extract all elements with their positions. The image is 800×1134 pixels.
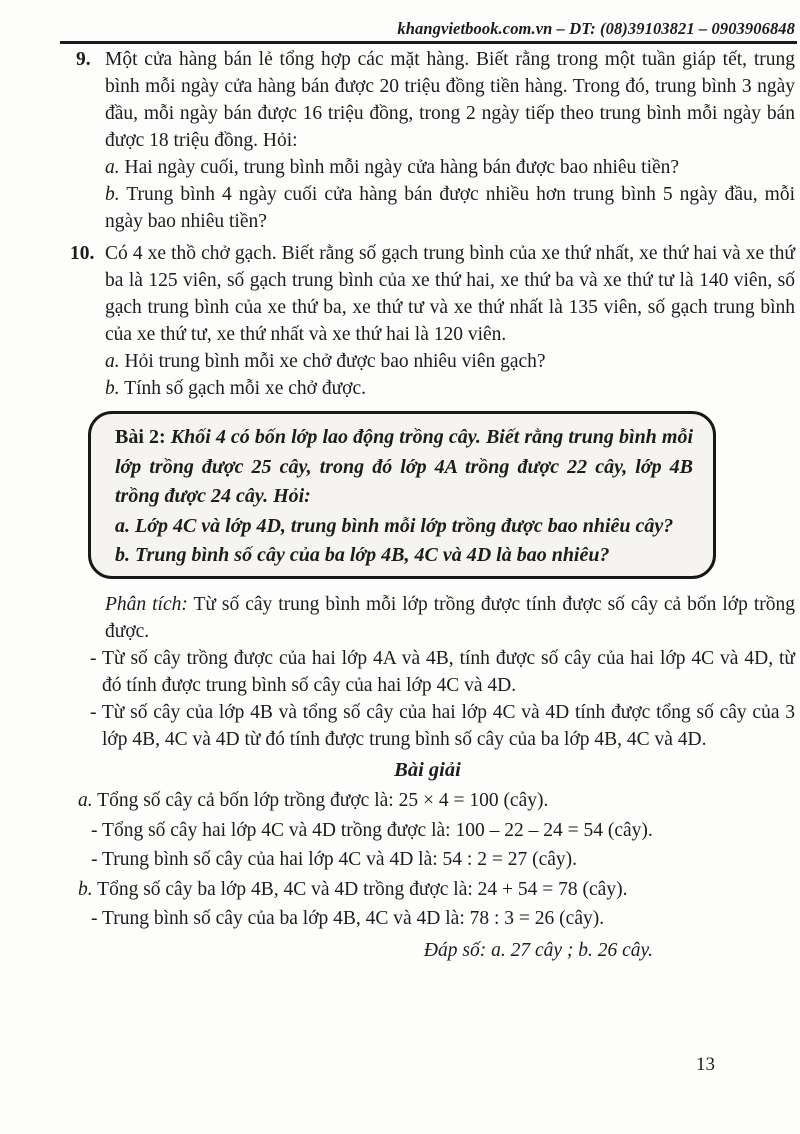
- example-item-b: b. Trung bình số cây của ba lớp 4B, 4C và 4D là bao nhiêu?: [115, 544, 610, 566]
- solution-heading: Bài giải: [394, 758, 461, 781]
- analysis-point-1: - Từ số cây trồng được của hai lớp 4A và 4B, tính được số cây của hai lớp 4C và 4D, từ đó tính được trung bình số cây của hai lớp 4C và 4D.: [90, 647, 795, 696]
- solution-section: [60, 756, 795, 966]
- header-rule: [60, 41, 797, 44]
- step-text: Trung bình số cây của hai lớp 4C và 4D là: 54 : 2 = 27 (cây).: [102, 849, 578, 870]
- problem-10-item-a: [105, 348, 795, 375]
- problem-9-number: 9.: [76, 49, 91, 70]
- problem-10: [60, 240, 795, 402]
- item-b-text: Trung bình 4 ngày cuối cửa hàng bán được nhiều hơn trung bình 5 ngày đầu, mỗi ngày bao nhiêu tiền?: [105, 184, 795, 232]
- example-statement: [115, 423, 693, 512]
- item-a-label: a.: [105, 157, 120, 178]
- solution-step: [60, 816, 795, 846]
- solution-step-b: [60, 875, 795, 905]
- analysis-intro-text: Từ số cây trung bình mỗi lớp trồng được tính được số cây cả bốn lớp trồng được.: [105, 593, 795, 642]
- problem-9-item-a: [105, 154, 795, 181]
- solution-step: [60, 845, 795, 875]
- problem-10-item-b: [105, 375, 795, 402]
- analysis-intro: [60, 591, 795, 645]
- step-text: Tổng số cây hai lớp 4C và 4D trồng được là: 100 – 22 – 24 = 54 (cây).: [102, 819, 653, 841]
- example-label: Bài 2:: [115, 426, 166, 448]
- step-label: -: [91, 908, 98, 929]
- step-text: Tổng số cây ba lớp 4B, 4C và 4D trồng được là: 24 + 54 = 78 (cây).: [97, 878, 628, 900]
- solution-step-a: [60, 786, 795, 816]
- problem-9-item-b: [105, 181, 795, 235]
- item-a-text: Hai ngày cuối, trung bình mỗi ngày cửa hàng bán được bao nhiêu tiền?: [124, 157, 680, 178]
- final-answer: Đáp số: a. 27 cây ; b. 26 cây.: [423, 939, 653, 961]
- analysis-label: Phân tích:: [105, 593, 188, 615]
- publisher-contact-text: khangvietbook.com.vn – DT: (08)39103821 – 0903906848: [397, 19, 795, 38]
- item-b-label: b.: [105, 184, 120, 205]
- item-a-label: a.: [105, 351, 120, 372]
- analysis-section: [60, 591, 795, 753]
- example-problem-box: [88, 411, 716, 579]
- item-b-label: b.: [105, 378, 120, 399]
- problem-9-text: Một cửa hàng bán lẻ tổng hợp các mặt hàng. Biết rằng trong một tuần giáp tết, trung bình mỗi ngày cửa hàng bán được 20 triệu đồng tiền hàng. Trong đó, trung bình 3 ngày đầu, mỗi ngày bán được 16 triệu đồng, trong 2 ngày tiếp theo trung bình mỗi ngày bán được 18 triệu đồng. Hỏi:: [105, 49, 795, 151]
- step-label: a.: [78, 790, 93, 811]
- step-label: -: [91, 849, 98, 870]
- solution-step: [60, 904, 795, 934]
- page-content: [60, 46, 795, 965]
- example-item-a: a. Lớp 4C và lớp 4D, trung bình mỗi lớp trồng được bao nhiêu cây?: [115, 514, 674, 537]
- step-label: b.: [78, 878, 93, 900]
- page-number: 13: [696, 1054, 715, 1075]
- problem-9: [60, 46, 795, 235]
- problem-10-text: Có 4 xe thồ chở gạch. Biết rằng số gạch trung bình của xe thứ nhất, xe thứ hai và xe thứ ba là 125 viên, số gạch trung bình của xe thứ hai, xe thứ ba và xe thứ tư là 140 viên, số gạch trung bình của xe thứ ba, xe thứ tư và xe thứ nhất là 135 viên, số gạch trung bình của xe thứ tư, xe thứ nhất và xe thứ hai là 120 viên.: [105, 243, 795, 345]
- problem-10-number: 10.: [70, 243, 95, 264]
- example-statement-text: Khối 4 có bốn lớp lao động trồng cây. Biết rằng trung bình mỗi lớp trồng được 25 cây, trong đó lớp 4A trồng được 22 cây, lớp 4B trồng được 24 cây. Hỏi:: [115, 426, 694, 507]
- item-a-text: Hỏi trung bình mỗi xe chở được bao nhiêu viên gạch?: [124, 351, 546, 372]
- step-text: Trung bình số cây của ba lớp 4B, 4C và 4D là: 78 : 3 = 26 (cây).: [102, 908, 605, 929]
- item-b-text: Tính số gạch mỗi xe chở được.: [124, 378, 367, 399]
- step-label: -: [91, 819, 98, 841]
- step-text: Tổng số cây cả bốn lớp trồng được là: 25 × 4 = 100 (cây).: [97, 790, 549, 811]
- page-header: [60, 19, 795, 39]
- analysis-point-2: - Từ số cây của lớp 4B và tổng số cây của hai lớp 4C và 4D tính được tổng số cây của 3 lớp 4B, 4C và 4D từ đó tính được trung bình số cây của ba lớp 4B, 4C và 4D.: [90, 701, 795, 750]
